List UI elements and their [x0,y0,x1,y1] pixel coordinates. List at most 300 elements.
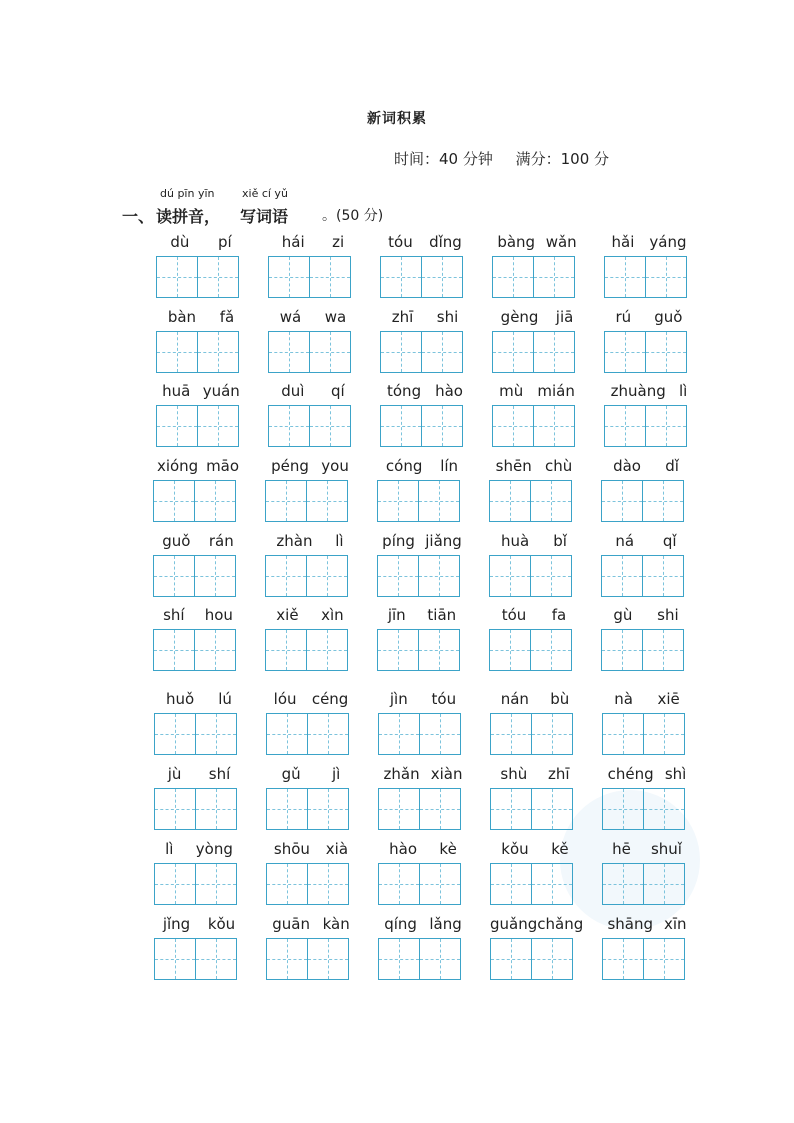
tianzige-boxes [380,331,470,373]
pinyin-syllable: kǒu [501,840,529,858]
pinyin-label [377,531,467,551]
pinyin-syllable: xióng [156,457,199,475]
word-item [489,456,579,522]
pinyin-syllable: hou [204,606,233,624]
pinyin-syllable: lì [335,532,344,550]
pinyin-syllable: xiàn [430,765,463,783]
pinyin-syllable: kě [551,840,569,858]
tianzige-boxes [378,788,468,830]
full-score: 满分：100 分 [515,150,610,168]
pinyin-syllable: zi [332,233,345,251]
tianzige-cell[interactable] [604,331,646,373]
tianzige-cell[interactable] [307,713,349,755]
tianzige-cell[interactable] [377,480,419,522]
tianzige-boxes [378,863,468,905]
pinyin-syllable: xiē [657,690,680,708]
tianzige-cell[interactable] [268,256,310,298]
tianzige-cell[interactable] [530,629,572,671]
pinyin-syllable: wá [279,308,302,326]
word-item [601,456,691,522]
tianzige-cell[interactable] [492,256,534,298]
pinyin-syllable: dù [170,233,190,251]
pinyin-label [492,307,582,327]
word-item [268,307,358,373]
word-item [265,456,355,522]
pinyin-syllable: hē [612,840,631,858]
tianzige-cell[interactable] [531,938,573,980]
tianzige-boxes [265,480,355,522]
word-item [604,232,694,298]
pinyin-label [265,605,355,625]
word-item [153,531,243,597]
tianzige-boxes [604,256,694,298]
tianzige-cell[interactable] [265,555,307,597]
tianzige-cell[interactable] [378,863,420,905]
tianzige-cell[interactable] [380,256,422,298]
tianzige-cell[interactable] [418,480,460,522]
tianzige-boxes [380,256,470,298]
tianzige-cell[interactable] [533,331,575,373]
pinyin-syllable: kè [439,840,457,858]
tianzige-boxes [268,405,358,447]
tianzige-cell[interactable] [492,331,534,373]
tianzige-cell[interactable] [307,938,349,980]
tianzige-cell[interactable] [153,555,195,597]
tianzige-boxes [602,863,692,905]
tianzige-cell[interactable] [602,788,644,830]
tianzige-cell[interactable] [265,629,307,671]
pinyin-syllable: zhǎn [383,765,420,783]
tianzige-cell[interactable] [490,863,532,905]
pinyin-label [489,531,579,551]
tianzige-cell[interactable] [377,555,419,597]
pinyin-syllable: gǔ [281,765,301,783]
tianzige-cell[interactable] [268,405,310,447]
tianzige-boxes [489,629,579,671]
tianzige-boxes [156,331,246,373]
pinyin-label [490,689,580,709]
pinyin-syllable: shāng [607,915,654,933]
tianzige-cell[interactable] [306,480,348,522]
tianzige-boxes [492,256,582,298]
word-item [601,531,691,597]
pinyin-syllable: dǐng [429,233,462,251]
pinyin-label [265,456,355,476]
tianzige-cell[interactable] [643,713,685,755]
word-item [154,839,244,905]
tianzige-cell[interactable] [489,480,531,522]
tianzige-cell[interactable] [307,788,349,830]
tianzige-boxes [154,863,244,905]
pinyin-label [266,914,356,934]
word-item [602,764,692,830]
tianzige-cell[interactable] [268,331,310,373]
tianzige-boxes [153,555,243,597]
tianzige-cell[interactable] [421,331,463,373]
tianzige-cell[interactable] [601,480,643,522]
pinyin-label [489,605,579,625]
pinyin-syllable: chǎng [537,915,584,933]
tianzige-cell[interactable] [531,788,573,830]
tianzige-boxes [601,480,691,522]
word-item [378,764,468,830]
tianzige-cell[interactable] [265,480,307,522]
ruby-dupinyin: dú pīn yīn [160,187,215,200]
tianzige-boxes [490,788,580,830]
word-item [266,689,356,755]
tianzige-boxes [492,405,582,447]
word-item [601,605,691,671]
tianzige-cell[interactable] [530,555,572,597]
tianzige-boxes [378,938,468,980]
tianzige-cell[interactable] [156,405,198,447]
pinyin-syllable: fa [551,606,567,624]
tianzige-cell[interactable] [602,863,644,905]
tianzige-cell[interactable] [418,555,460,597]
tianzige-cell[interactable] [195,713,237,755]
pinyin-syllable: guān [272,915,311,933]
pinyin-syllable: lì [165,840,174,858]
tianzige-cell[interactable] [490,938,532,980]
tianzige-cell[interactable] [489,629,531,671]
tianzige-boxes [601,629,691,671]
pinyin-label [377,456,467,476]
word-item [489,531,579,597]
tianzige-boxes [380,405,470,447]
pinyin-syllable: tóu [431,690,457,708]
word-item [265,531,355,597]
tianzige-cell[interactable] [601,629,643,671]
tianzige-boxes [153,480,243,522]
tianzige-cell[interactable] [154,938,196,980]
pinyin-syllable: shēn [495,457,532,475]
tianzige-cell[interactable] [418,629,460,671]
pinyin-label [156,307,246,327]
tianzige-boxes [156,405,246,447]
pinyin-syllable: lǎng [429,915,462,933]
pinyin-syllable: píng [382,532,415,550]
tianzige-cell[interactable] [645,256,687,298]
pinyin-label [380,307,470,327]
word-item [489,605,579,671]
tianzige-cell[interactable] [266,788,308,830]
tianzige-cell[interactable] [378,788,420,830]
word-item [153,456,243,522]
tianzige-cell[interactable] [645,405,687,447]
pinyin-syllable: dǐ [665,457,679,475]
pinyin-label [604,307,694,327]
section-label-b: 写词语 [240,207,289,226]
word-item [268,232,358,298]
pinyin-syllable: shù [500,765,528,783]
tianzige-cell[interactable] [645,331,687,373]
pinyin-syllable: jiā [555,308,574,326]
pinyin-syllable: wa [324,308,347,326]
tianzige-cell[interactable] [490,788,532,830]
tianzige-boxes [602,788,692,830]
tianzige-cell[interactable] [153,629,195,671]
tianzige-cell[interactable] [156,256,198,298]
pinyin-syllable: qíng [384,915,417,933]
pinyin-syllable: lóu [273,690,297,708]
pinyin-label [265,531,355,551]
pinyin-syllable: gèng [500,308,539,326]
tianzige-cell[interactable] [531,863,573,905]
tianzige-cell[interactable] [195,863,237,905]
pinyin-syllable: bù [550,690,570,708]
word-item [602,914,692,980]
tianzige-boxes [156,256,246,298]
word-item [380,381,470,447]
pinyin-syllable: tóu [501,606,527,624]
word-item [268,381,358,447]
pinyin-label [490,914,584,934]
word-item [380,307,470,373]
word-item [377,531,467,597]
pinyin-label [153,456,243,476]
tianzige-boxes [492,331,582,373]
tianzige-cell[interactable] [643,938,685,980]
pinyin-syllable: bàng [497,233,536,251]
word-item [265,605,355,671]
tianzige-cell[interactable] [197,405,239,447]
tianzige-boxes [266,863,356,905]
pinyin-syllable: jiǎng [425,532,462,550]
pinyin-syllable: mù [499,382,524,400]
tianzige-boxes [490,713,580,755]
tianzige-cell[interactable] [306,629,348,671]
pinyin-label [377,605,467,625]
word-item [490,764,580,830]
pinyin-syllable: mián [537,382,575,400]
pinyin-label [378,914,468,934]
pinyin-label [153,605,243,625]
pinyin-syllable: shuǐ [650,840,682,858]
tianzige-cell[interactable] [602,938,644,980]
tianzige-cell[interactable] [419,938,461,980]
pinyin-syllable: xīn [663,915,687,933]
pinyin-syllable: yòng [195,840,233,858]
tianzige-cell[interactable] [195,938,237,980]
pinyin-label [601,605,691,625]
tianzige-boxes [154,713,244,755]
word-item [153,605,243,671]
pinyin-syllable: nà [614,690,633,708]
pinyin-syllable: xìn [321,606,344,624]
pinyin-label [602,689,692,709]
tianzige-boxes [266,713,356,755]
tianzige-boxes [490,938,580,980]
pinyin-label [602,914,692,934]
tianzige-cell[interactable] [266,938,308,980]
tianzige-cell[interactable] [419,788,461,830]
pinyin-label [602,839,692,859]
tianzige-boxes [604,405,694,447]
word-item [490,914,584,980]
pinyin-syllable: jù [167,765,182,783]
pinyin-label [154,839,244,859]
tianzige-cell[interactable] [643,863,685,905]
pinyin-syllable: jīn [387,606,406,624]
tianzige-cell[interactable] [602,713,644,755]
pinyin-label [378,839,468,859]
tianzige-cell[interactable] [421,405,463,447]
tianzige-cell[interactable] [530,480,572,522]
tianzige-cell[interactable] [266,713,308,755]
pinyin-label [266,689,356,709]
tianzige-cell[interactable] [309,331,351,373]
pinyin-syllable: hǎi [611,233,635,251]
pinyin-syllable: duì [281,382,305,400]
tianzige-cell[interactable] [197,331,239,373]
pinyin-syllable: shi [657,606,679,624]
pinyin-syllable: rán [208,532,234,550]
tianzige-cell[interactable] [380,331,422,373]
pinyin-syllable: you [321,457,349,475]
tianzige-cell[interactable] [642,555,684,597]
word-item [602,689,692,755]
pinyin-label [266,764,356,784]
pinyin-label [378,764,468,784]
tianzige-cell[interactable] [380,405,422,447]
tianzige-cell[interactable] [601,555,643,597]
tianzige-cell[interactable] [154,788,196,830]
tianzige-cell[interactable] [307,863,349,905]
word-item [154,689,244,755]
tianzige-cell[interactable] [419,863,461,905]
pinyin-label [156,232,246,252]
tianzige-cell[interactable] [195,788,237,830]
pinyin-syllable: guǎng [490,915,538,933]
word-item [266,764,356,830]
tianzige-boxes [377,555,467,597]
tianzige-boxes [601,555,691,597]
pinyin-syllable: lín [440,457,459,475]
word-item [377,605,467,671]
tianzige-cell[interactable] [531,713,573,755]
tianzige-cell[interactable] [194,629,236,671]
pinyin-syllable: péng [271,457,309,475]
tianzige-boxes [265,555,355,597]
tianzige-boxes [377,629,467,671]
word-item [490,839,580,905]
tianzige-cell[interactable] [604,256,646,298]
pinyin-label [380,232,470,252]
pinyin-label [378,689,468,709]
time-limit: 时间：40 分钟 [394,150,493,168]
word-item [380,232,470,298]
pinyin-syllable: chù [545,457,573,475]
pinyin-syllable: nán [500,690,529,708]
ruby-xiecíyu: xiě cí yǔ [242,187,288,200]
pinyin-label [492,232,582,252]
word-item [377,456,467,522]
tianzige-cell[interactable] [643,788,685,830]
tianzige-cell[interactable] [153,480,195,522]
tianzige-cell[interactable] [156,331,198,373]
pinyin-syllable: shōu [273,840,310,858]
tianzige-cell[interactable] [306,555,348,597]
tianzige-cell[interactable] [489,555,531,597]
pinyin-syllable: qí [331,382,345,400]
pinyin-syllable: shi [436,308,459,326]
pinyin-syllable: shí [208,765,231,783]
tianzige-boxes [268,256,358,298]
word-item [266,914,356,980]
pinyin-label [268,307,358,327]
pinyin-label [602,764,692,784]
pinyin-label [492,381,582,401]
pinyin-syllable: dào [613,457,641,475]
tianzige-cell[interactable] [197,256,239,298]
tianzige-boxes [377,480,467,522]
pinyin-syllable: hào [389,840,418,858]
word-item [492,307,582,373]
pinyin-syllable: fǎ [219,308,235,326]
tianzige-boxes [154,938,244,980]
tianzige-cell[interactable] [378,938,420,980]
pinyin-syllable: hái [281,233,305,251]
pinyin-label [268,381,358,401]
tianzige-cell[interactable] [419,713,461,755]
pinyin-syllable: huà [501,532,530,550]
tianzige-boxes [265,629,355,671]
word-item [156,381,246,447]
tianzige-cell[interactable] [604,405,646,447]
pinyin-label [156,381,246,401]
word-item [604,381,694,447]
pinyin-syllable: huǒ [166,690,195,708]
tianzige-cell[interactable] [154,713,196,755]
tianzige-cell[interactable] [194,555,236,597]
tianzige-cell[interactable] [194,480,236,522]
tianzige-boxes [602,938,692,980]
pinyin-label [601,531,691,551]
word-item [154,914,244,980]
pinyin-label [153,531,243,551]
tianzige-boxes [378,713,468,755]
tianzige-cell[interactable] [533,405,575,447]
pinyin-syllable: shì [664,765,687,783]
pinyin-syllable: kǒu [207,915,236,933]
tianzige-cell[interactable] [378,713,420,755]
word-item [604,307,694,373]
tianzige-cell[interactable] [492,405,534,447]
pinyin-syllable: chéng [607,765,654,783]
tianzige-boxes [153,629,243,671]
tianzige-cell[interactable] [421,256,463,298]
tianzige-cell[interactable] [377,629,419,671]
pinyin-syllable: rú [615,308,632,326]
section-label-a: 读拼音， [156,207,221,226]
tianzige-boxes [489,480,579,522]
tianzige-boxes [268,331,358,373]
tianzige-cell[interactable] [642,480,684,522]
tianzige-cell[interactable] [309,405,351,447]
pinyin-syllable: hào [435,382,463,400]
word-item [378,914,468,980]
pinyin-syllable: tóu [388,233,413,251]
word-item [154,764,244,830]
tianzige-cell[interactable] [154,863,196,905]
tianzige-cell[interactable] [490,713,532,755]
tianzige-cell[interactable] [533,256,575,298]
pinyin-label [490,839,580,859]
tianzige-cell[interactable] [642,629,684,671]
tianzige-cell[interactable] [266,863,308,905]
tianzige-cell[interactable] [309,256,351,298]
tianzige-boxes [604,331,694,373]
